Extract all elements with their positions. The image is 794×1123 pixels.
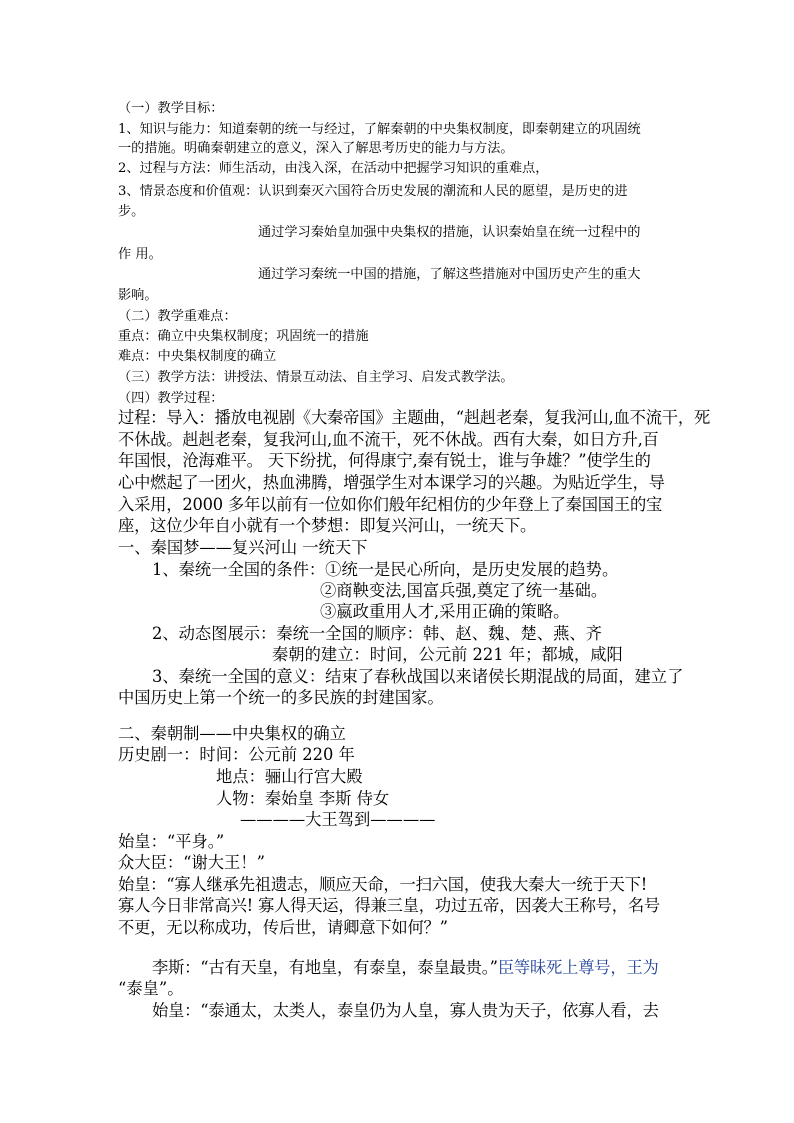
text-line: 地点：骊山行宫大殿	[216, 767, 363, 786]
text-line: 入采用，2000 多年以前有一位如你们般年纪相仿的少年登上了秦国国王的宝	[118, 495, 663, 514]
text-line: 1、秦统一全国的条件：①统一是民心所向，是历史发展的趋势。	[152, 560, 619, 579]
text-line: 一的措施。明确秦朝建立的意义，深入了解思考历史的能力与方法。	[118, 141, 514, 156]
section-heading-centralization: 二、秦朝制——中央集权的确立	[118, 724, 346, 743]
text-line: 人物：秦始皇 李斯 侍女	[216, 789, 390, 808]
text-line: ③嬴政重用人才,采用正确的策略。	[320, 602, 570, 621]
text-line: 2、动态图展示：秦统一全国的顺序：韩、赵、魏、楚、燕、齐	[152, 624, 602, 643]
text-line: 步。	[118, 204, 145, 219]
dialogue-line: 始皇：“寡人继承先祖遗志，顺应天命，一扫六国，使我大秦大一统于天下!	[118, 875, 648, 894]
dialogue-highlight: 臣等昧死上尊号，王为	[497, 958, 659, 977]
text-line: 1、知识与能力：知道秦朝的统一与经过，了解秦朝的中央集权制度，即秦朝建立的巩固统	[118, 122, 641, 137]
text-line: ②商鞅变法,国富兵强,奠定了统一基础。	[320, 581, 608, 600]
text-line: 历史剧一：时间：公元前 220 年	[118, 745, 355, 764]
text-line: 3、秦统一全国的意义：结束了春秋战国以来诸侯长期混战的局面，建立了	[152, 667, 684, 686]
text-line: 秦朝的建立：时间，公元前 221 年；都城，咸阳	[272, 645, 623, 664]
text-line: 过程：导入：播放电视剧《大秦帝国》主题曲，“赳赳老秦，复我河山,血不流干，死	[118, 408, 711, 427]
text-line: 中国历史上第一个统一的多民族的封建国家。	[118, 688, 444, 707]
text-line: 通过学习秦始皇加强中央集权的措施，认识秦始皇在统一过程中的	[258, 225, 641, 240]
dialogue-line: “泰皇”。	[118, 979, 184, 998]
text-line: 座，这位少年自小就有一个梦想：即复兴河山，一统天下。	[118, 516, 537, 535]
section-heading-objectives: （一）教学目标：	[118, 101, 224, 116]
text-line: 重点：确立中央集权制度；巩固统一的措施	[118, 329, 369, 344]
dialogue-line: 众大臣：“谢大王！”	[118, 853, 265, 872]
dialogue-speech: 李斯：“古有天皇，有地皇，有泰皇，泰皇最贵。”	[152, 958, 498, 977]
dialogue-line	[152, 957, 659, 979]
dialogue-line: 始皇：“泰通太，太类人，泰皇仍为人皇，寡人贵为天子，依寡人看，去	[152, 1001, 659, 1020]
text-line: 影响。	[118, 288, 158, 303]
text-line: 年国恨，沧海难平。 天下纷扰，何得康宁,秦有锐士，谁与争雄？”使学生的	[118, 451, 651, 470]
section-heading-unification: 一、秦国梦——复兴河山 一统天下	[118, 538, 368, 557]
text-line: 作 用。	[118, 247, 162, 262]
section-heading-methods: （三）教学方法：讲授法、情景互动法、自主学习、启发式教学法。	[118, 370, 514, 385]
text-line: 2、过程与方法：师生活动，由浅入深，在活动中把握学习知识的重难点，	[118, 161, 549, 176]
dialogue-line: 不更，无以称成功，传后世，请卿意下如何？”	[118, 918, 448, 937]
text-line: 不休战。赳赳老秦，复我河山,血不流干，死不休战。西有大秦，如日方升,百	[118, 430, 659, 449]
text-line: 心中燃起了一团火，热血沸腾，增强学生对本课学习的兴趣。为贴近学生，导	[118, 473, 665, 492]
text-line: ————大王驾到————	[240, 810, 436, 829]
section-heading-difficulties: （二）教学重难点：	[118, 309, 237, 324]
dialogue-line: 寡人今日非常高兴! 寡人得天运，得兼三皇，功过五帝，因袭大王称号，名号	[118, 896, 661, 915]
section-heading-process: （四）教学过程：	[118, 391, 224, 406]
text-line: 3、情景态度和价值观：认识到秦灭六国符合历史发展的潮流和人民的愿望，是历史的进	[118, 184, 628, 199]
dialogue-line: 始皇：“平身。”	[118, 832, 225, 851]
text-line: 通过学习秦统一中国的措施，了解这些措施对中国历史产生的重大	[258, 267, 641, 282]
text-line: 难点：中央集权制度的确立	[118, 349, 277, 364]
